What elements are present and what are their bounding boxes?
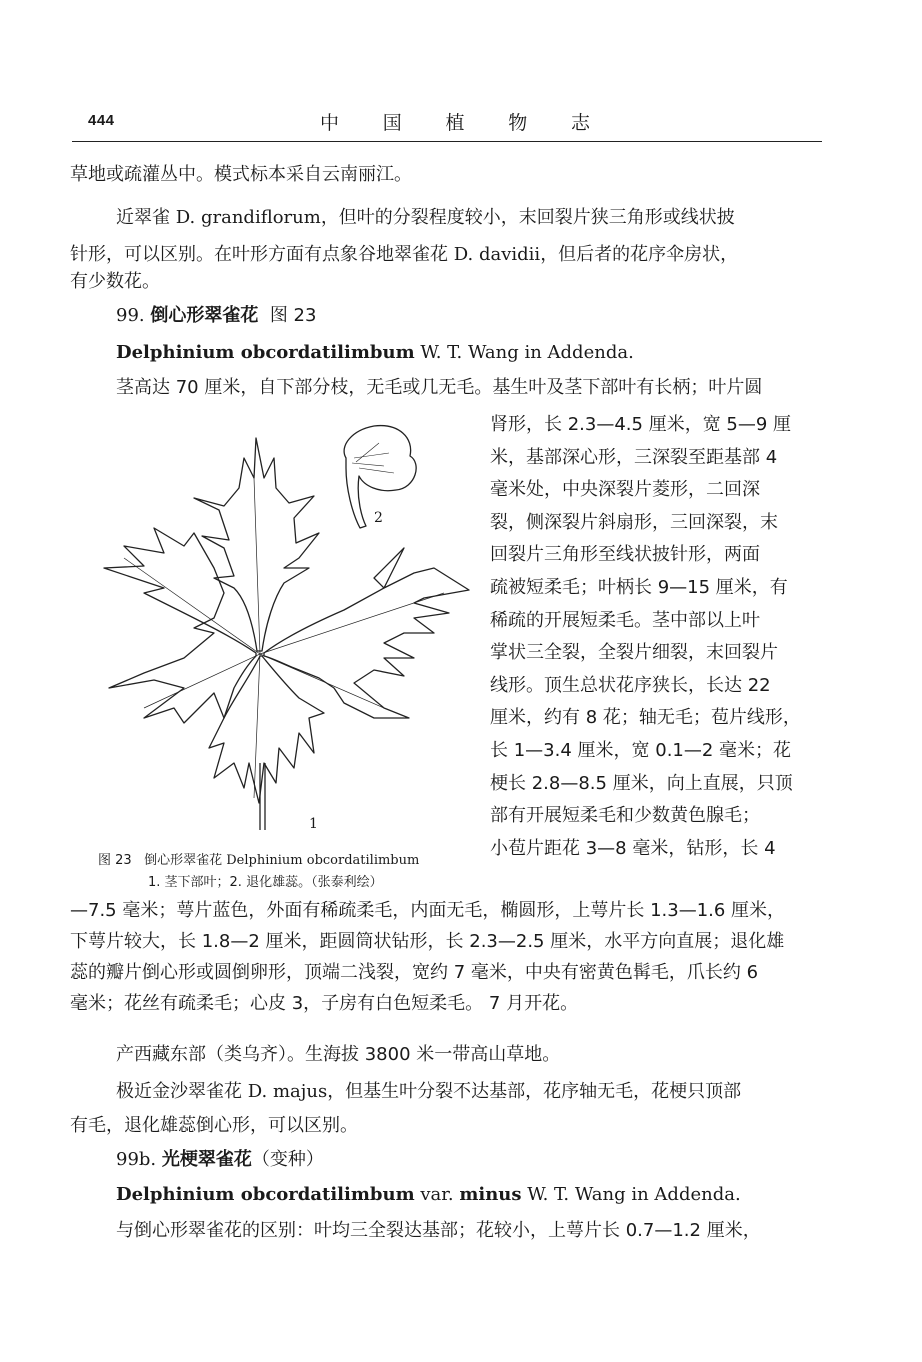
description-line: 掌状三全裂，全裂片细裂，末回裂片 <box>490 642 778 664</box>
paragraph-line <box>70 242 738 268</box>
species-number: 99. <box>116 305 145 326</box>
variety-heading <box>116 1147 324 1173</box>
running-title-char: 物 <box>508 112 528 134</box>
description-line: 厘米，约有 8 花；轴无毛；苞片线形， <box>490 707 801 729</box>
binomial: Delphinium obcordatilimbum <box>116 1184 415 1205</box>
species-name: 倒心形翠雀花 <box>150 305 259 326</box>
distribution: 产西藏东部（类乌齐）。生海拔 3800 米一带高山草地。 <box>116 1044 561 1065</box>
description-line: 线形。顶生总状花序狭长，长达 22 <box>490 674 771 696</box>
description-line: 茎高达 70 厘米，自下部分枝，无毛或几无毛。基生叶及茎下部叶有长柄；叶片圆 <box>116 377 763 398</box>
paragraph-line <box>116 205 735 231</box>
authority: W. T. Wang in Addenda. <box>414 342 634 363</box>
species-ref: D. davidii <box>453 244 541 265</box>
description-line: 长 1—3.4 厘米，宽 0.1—2 毫米；花 <box>490 740 792 761</box>
description-line: 蕊的瓣片倒心形或圆倒卵形，顶端二浅裂，宽约 7 毫米，中央有密黄色髯毛，爪长约 6 <box>70 962 759 983</box>
description-line: —7.5 毫米；萼片蓝色，外面有稀疏柔毛，内面无毛，椭圆形，上萼片长 1.3—1.6 厘米， <box>70 900 786 921</box>
leaf-lobe <box>104 528 256 723</box>
running-title-char: 植 <box>445 112 465 134</box>
variety-scientific-name <box>116 1182 741 1208</box>
variety-type: （变种） <box>251 1149 324 1170</box>
description-line: 疏被短柔毛；叶柄长 9—15 厘米，有 <box>490 577 788 598</box>
description-line: 梗长 2.8—8.5 厘米，向上直展，只顶 <box>490 772 793 794</box>
species-ref: D. majus <box>247 1081 328 1102</box>
variety-number: 99b. <box>116 1149 157 1170</box>
running-title-char: 中 <box>320 112 340 134</box>
leaf-lobe <box>209 656 324 803</box>
text: 针形，可以区别。在叶形方面有点象谷地翠雀花 <box>70 244 454 265</box>
text: 近翠雀 <box>116 207 176 228</box>
paragraph-line: 草地或疏灌丛中。模式标本采自云南丽江。 <box>70 164 412 185</box>
description-line: 裂，侧深裂片斜扇形，三回深裂，末 <box>490 511 778 533</box>
description-line: 稀疏的开展短柔毛。茎中部以上叶 <box>490 609 760 631</box>
figure-caption-detail: 1. 茎下部叶；2. 退化雄蕊。（张泰利绘） <box>148 875 383 890</box>
text: 极近金沙翠雀花 <box>116 1081 248 1102</box>
leaf-veins <box>124 478 444 798</box>
binomial: Delphinium obcordatilimbum <box>116 342 415 363</box>
species-heading <box>116 303 316 329</box>
figure-label-1: 1 <box>309 816 318 832</box>
description-line: 回裂片三角形至线状披针形，两面 <box>490 544 760 566</box>
species-ref: D. grandiflorum <box>175 207 321 228</box>
header-rule <box>72 141 822 142</box>
caption-number: 图 23 <box>98 853 132 868</box>
running-title-char: 国 <box>382 112 402 134</box>
figure-23 <box>84 418 484 838</box>
description-line: 下萼片较大，长 1.8—2 厘米，距圆筒状钻形，长 2.3—2.5 厘米，水平方向直展；退化雄 <box>70 931 785 952</box>
caption-title: 倒心形翠雀花 <box>144 853 223 868</box>
page-number: 444 <box>88 112 115 129</box>
leaf-illustration <box>84 418 484 838</box>
description-line: 毫米处，中央深裂片菱形，二回深 <box>490 479 760 501</box>
paragraph-line: 有少数花。 <box>70 271 160 292</box>
note-line <box>116 1079 741 1105</box>
text: ，但叶的分裂程度较小，末回裂片狭三角形或线状披 <box>320 207 735 228</box>
text: ，但后者的花序伞房状， <box>540 244 739 265</box>
text: ，但基生叶分裂不达基部，花序轴无毛，花梗只顶部 <box>327 1081 742 1102</box>
leaf-lobe <box>264 548 469 718</box>
figure-ref: 图 23 <box>269 305 317 326</box>
figure-label-2: 2 <box>374 510 383 526</box>
figure-caption <box>98 849 419 868</box>
running-title <box>320 108 590 135</box>
variety-description: 与倒心形翠雀花的区别：叶均三全裂达基部；花较小，上萼片长 0.7—1.2 厘米， <box>116 1220 761 1241</box>
running-title-char: 志 <box>570 112 590 134</box>
caption-scientific-name: Delphinium obcordatilimbum <box>226 853 420 868</box>
epithet: minus <box>459 1184 522 1205</box>
note-line: 有毛，退化雄蕊倒心形，可以区别。 <box>70 1115 358 1136</box>
rank: var. <box>414 1184 460 1205</box>
description-line: 肾形，长 2.3—4.5 厘米，宽 5—9 厘 <box>490 414 792 435</box>
authority: W. T. Wang in Addenda. <box>521 1184 741 1205</box>
description-line: 毫米；花丝有疏柔毛；心皮 3，子房有白色短柔毛。 7 月开花。 <box>70 993 579 1014</box>
variety-name: 光梗翠雀花 <box>161 1149 252 1170</box>
description-line: 部有开展短柔毛和少数黄色腺毛； <box>490 805 760 827</box>
scientific-name <box>116 340 634 366</box>
description-line: 小苞片距花 3—8 毫米，钻形，长 4 <box>490 837 776 859</box>
description-line: 米，基部深心形，三深裂至距基部 4 <box>490 446 778 468</box>
